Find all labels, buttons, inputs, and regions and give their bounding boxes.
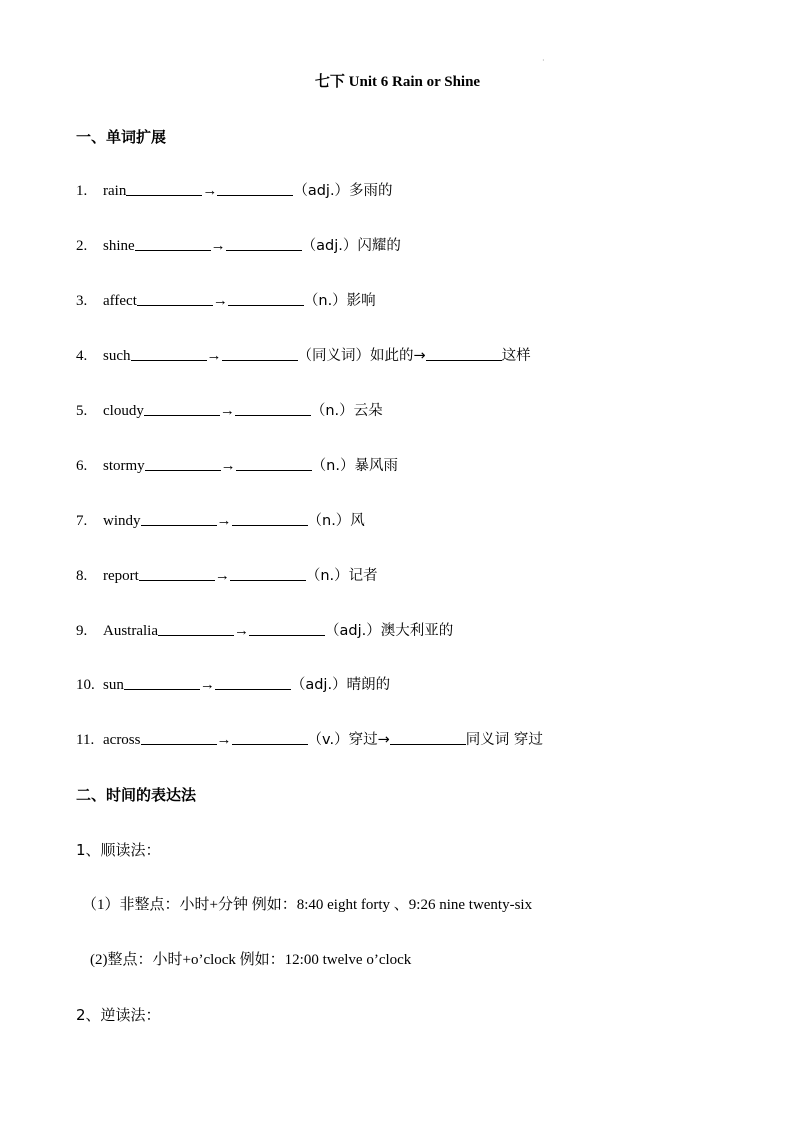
arrow: → [220, 458, 236, 474]
arrow: → [206, 348, 222, 364]
answer-blank[interactable] [126, 181, 202, 196]
item-note: （n.）影响 [303, 293, 376, 309]
answer-blank[interactable] [144, 401, 220, 416]
item-number: 11. [76, 732, 95, 748]
item-tail: 同义词 穿过 [465, 732, 543, 748]
arrow: → [216, 732, 232, 748]
vocab-item-5 [76, 401, 383, 421]
item-note: （同义词）如此的→ [297, 348, 426, 364]
answer-blank[interactable] [124, 675, 200, 690]
item-word: report [103, 568, 139, 584]
item-word: affect [103, 293, 137, 309]
item-number: 1. [76, 183, 88, 199]
item-word: cloudy [103, 403, 144, 419]
item-word: rain [103, 183, 127, 199]
arrow: → [210, 238, 226, 254]
item-note: （adj.）澳大利亚的 [324, 623, 454, 639]
item-note: （adj.）多雨的 [293, 183, 393, 199]
vocab-item-6 [76, 456, 398, 476]
item-note: （n.）记者 [305, 568, 378, 584]
answer-blank[interactable] [226, 236, 302, 251]
vocab-item-7 [76, 511, 365, 531]
arrow: → [199, 677, 215, 693]
item-note: （n.）云朵 [310, 403, 383, 419]
vocab-item-1 [76, 181, 393, 201]
vocab-item-11 [76, 730, 543, 750]
answer-blank[interactable] [158, 621, 234, 636]
answer-blank[interactable] [230, 566, 306, 581]
answer-blank[interactable] [232, 730, 308, 745]
item-word: Australia [103, 623, 158, 639]
item-number: 2. [76, 238, 88, 254]
item-number: 6. [76, 458, 88, 474]
section-heading-vocabulary: 一、单词扩展 [76, 128, 167, 146]
answer-blank[interactable] [131, 346, 207, 361]
answer-blank[interactable] [145, 456, 221, 471]
arrow: → [214, 568, 230, 584]
answer-blank[interactable] [217, 181, 293, 196]
item-tail: 这样 [501, 348, 531, 364]
rule-non-whole-hour: （1）非整点：小时+分钟 例如：8:40 eight forty 、9:26 nine twenty-six [82, 897, 533, 913]
item-note: （v.）穿过→ [307, 732, 390, 748]
item-number: 5. [76, 403, 88, 419]
item-number: 3. [76, 293, 88, 309]
answer-blank[interactable] [249, 621, 325, 636]
vocab-item-8 [76, 566, 378, 586]
item-word: shine [103, 238, 135, 254]
rule-whole-hour: (2)整点：小时+o’clock 例如：12:00 twelve o’clock [90, 952, 412, 968]
answer-blank[interactable] [141, 730, 217, 745]
answer-blank[interactable] [228, 291, 304, 306]
item-number: 7. [76, 513, 88, 529]
item-note: （n.）暴风雨 [311, 458, 398, 474]
vocab-item-3 [76, 291, 376, 311]
answer-blank[interactable] [390, 730, 466, 745]
item-note: （adj.）闪耀的 [301, 238, 401, 254]
answer-blank[interactable] [141, 511, 217, 526]
answer-blank[interactable] [137, 291, 213, 306]
item-word: such [103, 348, 131, 364]
vocab-item-4 [76, 346, 531, 366]
answer-blank[interactable] [139, 566, 215, 581]
vocab-item-9 [76, 621, 453, 641]
item-word: sun [103, 677, 124, 693]
answer-blank[interactable] [135, 236, 211, 251]
vocab-item-2 [76, 236, 401, 256]
answer-blank[interactable] [222, 346, 298, 361]
item-word: across [103, 732, 141, 748]
arrow: → [219, 403, 235, 419]
page-title: 七下 Unit 6 Rain or Shine [314, 74, 481, 90]
item-word: stormy [103, 458, 145, 474]
item-note: （n.）风 [307, 513, 365, 529]
item-number: 9. [76, 623, 88, 639]
answer-blank[interactable] [235, 401, 311, 416]
corner-mark: · [542, 56, 545, 65]
arrow: → [216, 513, 232, 529]
item-word: windy [103, 513, 141, 529]
arrow: → [202, 183, 218, 199]
answer-blank[interactable] [232, 511, 308, 526]
method-forward-reading: 1、顺读法： [76, 841, 161, 859]
method-reverse-reading: 2、逆读法： [76, 1006, 161, 1024]
item-number: 10. [76, 677, 95, 693]
vocab-item-10 [76, 675, 390, 695]
arrow: → [212, 293, 228, 309]
item-note: （adj.）晴朗的 [290, 677, 391, 693]
answer-blank[interactable] [426, 346, 502, 361]
answer-blank[interactable] [215, 675, 291, 690]
answer-blank[interactable] [236, 456, 312, 471]
arrow: → [233, 623, 249, 639]
item-number: 4. [76, 348, 88, 364]
section-heading-time: 二、时间的表达法 [76, 786, 197, 804]
item-number: 8. [76, 568, 88, 584]
